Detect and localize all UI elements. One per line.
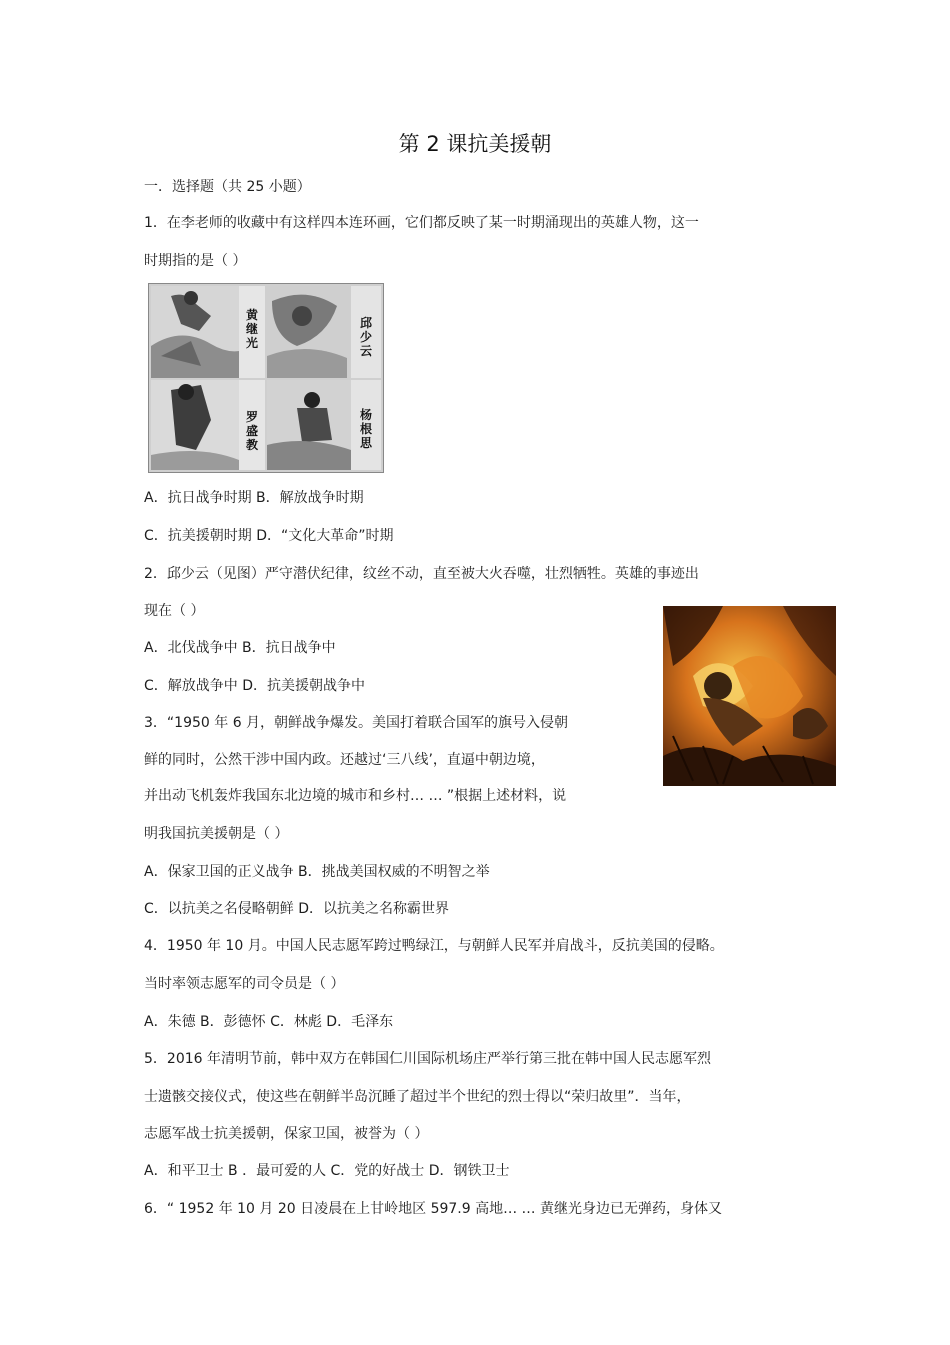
question-3-options-row-1: A．保家卫国的正义战争 B．挑战美国权威的不明智之举: [144, 864, 490, 880]
comic-caption-1: 黄继光: [245, 308, 258, 350]
comic-strip-image: [148, 283, 384, 473]
question-5-options-row-1: A．和平卫士 B ．最可爱的人 C．党的好战士 D．钢铁卫士: [144, 1163, 510, 1179]
question-3-line-1: 3．“1950 年 6 月，朝鲜战争爆发。美国打着联合国军的旗号入侵朝: [144, 715, 569, 731]
comic-caption-2: 邱少云: [359, 316, 372, 358]
section-heading: 一．选择题（共 25 小题）: [144, 179, 311, 195]
question-2-options-row-2: C．解放战争中 D．抗美援朝战争中: [144, 678, 366, 694]
question-6-line-1: 6．“ 1952 年 10 月 20 日凌晨在上甘岭地区 597.9 高地… … 黄继光身边已无弹药，身体又: [144, 1201, 722, 1217]
question-1-options-row-1: A．抗日战争时期 B．解放战争时期: [144, 490, 364, 506]
qiu-shaoyun-fire-painting: [663, 606, 836, 786]
comic-panel-yang-gensi: [267, 380, 381, 470]
question-5-line-3: 志愿军战士抗美援朝，保家卫国，被誉为（ ）: [144, 1126, 429, 1142]
question-4-line-2: 当时率领志愿军的司令员是（ ）: [144, 976, 345, 992]
question-2-options-row-1: A．北伐战争中 B．抗日战争中: [144, 640, 336, 656]
question-3-line-4: 明我国抗美援朝是（ ）: [144, 826, 289, 842]
question-5-line-2: 士遗骸交接仪式，使这些在朝鲜半岛沉睡了超过半个世纪的烈士得以“荣归故里”．当年，: [144, 1089, 691, 1105]
comic-caption-3: 罗盛教: [245, 410, 258, 452]
question-4-options-row-1: A．朱德 B．彭德怀 C．林彪 D．毛泽东: [144, 1014, 394, 1030]
question-1-options-row-2: C．抗美援朝时期 D．“文化大革命”时期: [144, 528, 394, 544]
question-5-line-1: 5．2016 年清明节前，韩中双方在韩国仁川国际机场庄严举行第三批在韩中国人民志愿军烈: [144, 1051, 711, 1067]
comic-caption-4: 杨根思: [359, 408, 372, 450]
comic-panel-huang-jiguang: [151, 286, 265, 378]
page-title: 第 2 课抗美援朝: [398, 132, 552, 156]
question-2-line-1: 2．邱少云（见图）严守潜伏纪律，纹丝不动，直至被大火吞噬，壮烈牺牲。英雄的事迹出: [144, 566, 699, 582]
question-3-line-3: 并出动飞机轰炸我国东北边境的城市和乡村… … ”根据上述材料，说: [144, 788, 567, 804]
question-2-line-2: 现在（ ）: [144, 603, 205, 619]
question-4-line-1: 4．1950 年 10 月。中国人民志愿军跨过鸭绿江，与朝鲜人民军并肩战斗，反抗美国的侵略。: [144, 938, 724, 954]
question-1-line-1: 1．在李老师的收藏中有这样四本连环画，它们都反映了某一时期涌现出的英雄人物，这一: [144, 215, 699, 231]
fire-painting-scene: [663, 606, 836, 786]
comic-panel-qiu-shaoyun: [267, 286, 381, 378]
question-3-line-2: 鲜的同时，公然干涉中国内政。还越过‘三八线’，直逼中朝边境，: [144, 752, 545, 768]
comic-panel-luo-shengjiao: [151, 380, 265, 470]
question-1-line-2: 时期指的是（ ）: [144, 253, 247, 269]
question-3-options-row-2: C．以抗美之名侵略朝鲜 D．以抗美之名称霸世界: [144, 901, 450, 917]
